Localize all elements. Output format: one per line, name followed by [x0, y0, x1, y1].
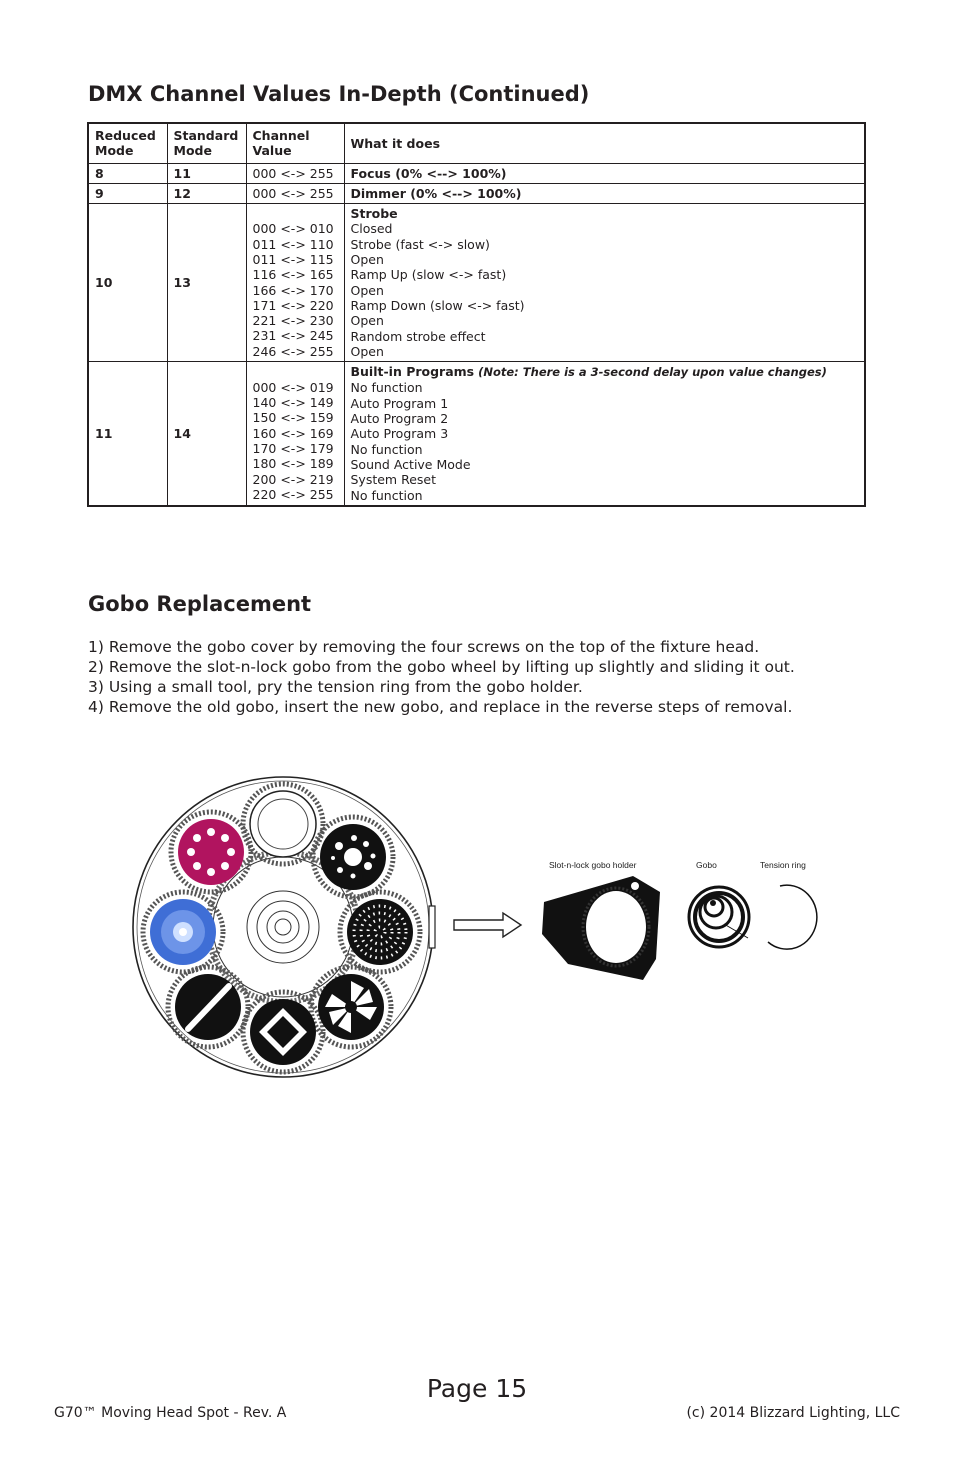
- gobo-wheel-illustration: [133, 777, 435, 1077]
- standard-mode-cell: 11: [167, 163, 246, 183]
- table-row: [88, 183, 865, 203]
- channel-value: 150 <-> 159: [252, 410, 334, 426]
- channel-value: 166 <-> 170: [252, 282, 334, 298]
- gobo-disc-illustration: [689, 887, 749, 947]
- description-cell: [344, 163, 865, 183]
- gobo-figure: [128, 774, 828, 1086]
- description-line: No function: [350, 380, 423, 396]
- list-item: 1) Remove the gobo cover by removing the four screws on the top of the fixture head.: [88, 638, 760, 656]
- arrow-right-icon: [454, 913, 521, 937]
- channel-value: 180 <-> 189: [252, 456, 334, 472]
- reduced-mode-cell: 8: [88, 163, 167, 183]
- description-title: Focus (0% <--> 100%): [350, 165, 507, 181]
- channel-value: 000 <-> 255: [252, 185, 334, 201]
- description-line: Strobe (fast <-> slow): [350, 236, 490, 252]
- channel-value: 000 <-> 010: [252, 221, 334, 237]
- gobo-holder-illustration: [542, 876, 660, 980]
- dmx-channel-table: [87, 122, 866, 507]
- description-line: Auto Program 2: [350, 411, 449, 427]
- channel-value: 170 <-> 179: [252, 440, 334, 456]
- description-line: Ramp Down (slow <-> fast): [350, 297, 525, 313]
- footer-copyright: (c) 2014 Blizzard Lighting, LLC: [686, 1405, 900, 1421]
- channel-value: 000 <-> 019: [252, 379, 334, 395]
- channel-value: 000 <-> 255: [252, 165, 334, 181]
- description-title: Built-in Programs: [350, 364, 475, 380]
- tension-ring-illustration: [768, 885, 817, 949]
- channel-value-cell: [246, 204, 344, 362]
- description-line: Open: [350, 282, 384, 298]
- gobo-steps-list: [88, 637, 795, 717]
- channel-value: 160 <-> 169: [252, 425, 334, 441]
- list-item: 3) Using a small tool, pry the tension ring from the gobo holder.: [88, 678, 583, 696]
- holder-label: Slot-n-lock gobo holder: [549, 860, 637, 870]
- description-line: Random strobe effect: [350, 328, 486, 344]
- channel-value: 200 <-> 219: [252, 471, 334, 487]
- channel-value-cell: [246, 183, 344, 203]
- description-cell: [344, 183, 865, 203]
- gobo-section-title: Gobo Replacement: [88, 592, 312, 616]
- ring-label: Tension ring: [760, 860, 806, 870]
- gobo-label: Gobo: [696, 860, 717, 870]
- channel-value-cell: [246, 362, 344, 506]
- reduced-mode-cell: 10: [88, 204, 167, 362]
- header-standard-mode: Standard Mode: [167, 123, 246, 163]
- channel-value-cell: [246, 163, 344, 183]
- description-line: Closed: [350, 221, 393, 237]
- table-row: [88, 204, 865, 362]
- table-header-row: [88, 123, 865, 163]
- table-row: [88, 362, 865, 506]
- channel-value: 246 <-> 255: [252, 343, 334, 359]
- channel-value: 011 <-> 115: [252, 251, 334, 267]
- channel-value: 221 <-> 230: [252, 313, 334, 329]
- channel-value: 140 <-> 149: [252, 395, 334, 411]
- channel-value: 011 <-> 110: [252, 236, 334, 252]
- description-title: Strobe: [350, 206, 398, 222]
- description-line: No function: [350, 487, 423, 503]
- description-line: Auto Program 3: [350, 426, 449, 442]
- footer-product: G70™ Moving Head Spot - Rev. A: [54, 1405, 287, 1421]
- channel-value: 231 <-> 245: [252, 328, 334, 344]
- header-what-it-does: What it does: [344, 123, 865, 163]
- description-title: Dimmer (0% <--> 100%): [350, 185, 522, 201]
- description-line: Ramp Up (slow <-> fast): [350, 267, 507, 283]
- list-item: 4) Remove the old gobo, insert the new gobo, and replace in the reverse steps of removal.: [88, 698, 793, 716]
- reduced-mode-cell: 9: [88, 183, 167, 203]
- standard-mode-cell: 12: [167, 183, 246, 203]
- section-title: DMX Channel Values In-Depth (Continued): [88, 82, 590, 106]
- standard-mode-cell: 14: [167, 362, 246, 506]
- channel-value: 116 <-> 165: [252, 267, 334, 283]
- description-line: Auto Program 1: [350, 395, 449, 411]
- page-number: Page 15: [426, 1374, 528, 1403]
- description-line: System Reset: [350, 472, 437, 488]
- table-row: [88, 163, 865, 183]
- description-line: No function: [350, 441, 423, 457]
- description-line: Open: [350, 313, 384, 329]
- description-cell: [344, 204, 865, 362]
- description-line: Open: [350, 343, 384, 359]
- reduced-mode-cell: 11: [88, 362, 167, 506]
- description-line: Sound Active Mode: [350, 456, 471, 472]
- standard-mode-cell: 13: [167, 204, 246, 362]
- channel-value: 220 <-> 255: [252, 486, 334, 502]
- header-reduced-mode: Reduced Mode: [88, 123, 167, 163]
- list-item: 2) Remove the slot-n-lock gobo from the gobo wheel by lifting up slightly and sliding it out.: [88, 658, 795, 676]
- header-channel-value: Channel Value: [246, 123, 344, 163]
- description-cell: [344, 362, 865, 506]
- description-line: Open: [350, 252, 384, 268]
- description-note: (Note: There is a 3-second delay upon value changes): [478, 365, 827, 380]
- channel-value: 171 <-> 220: [252, 297, 334, 313]
